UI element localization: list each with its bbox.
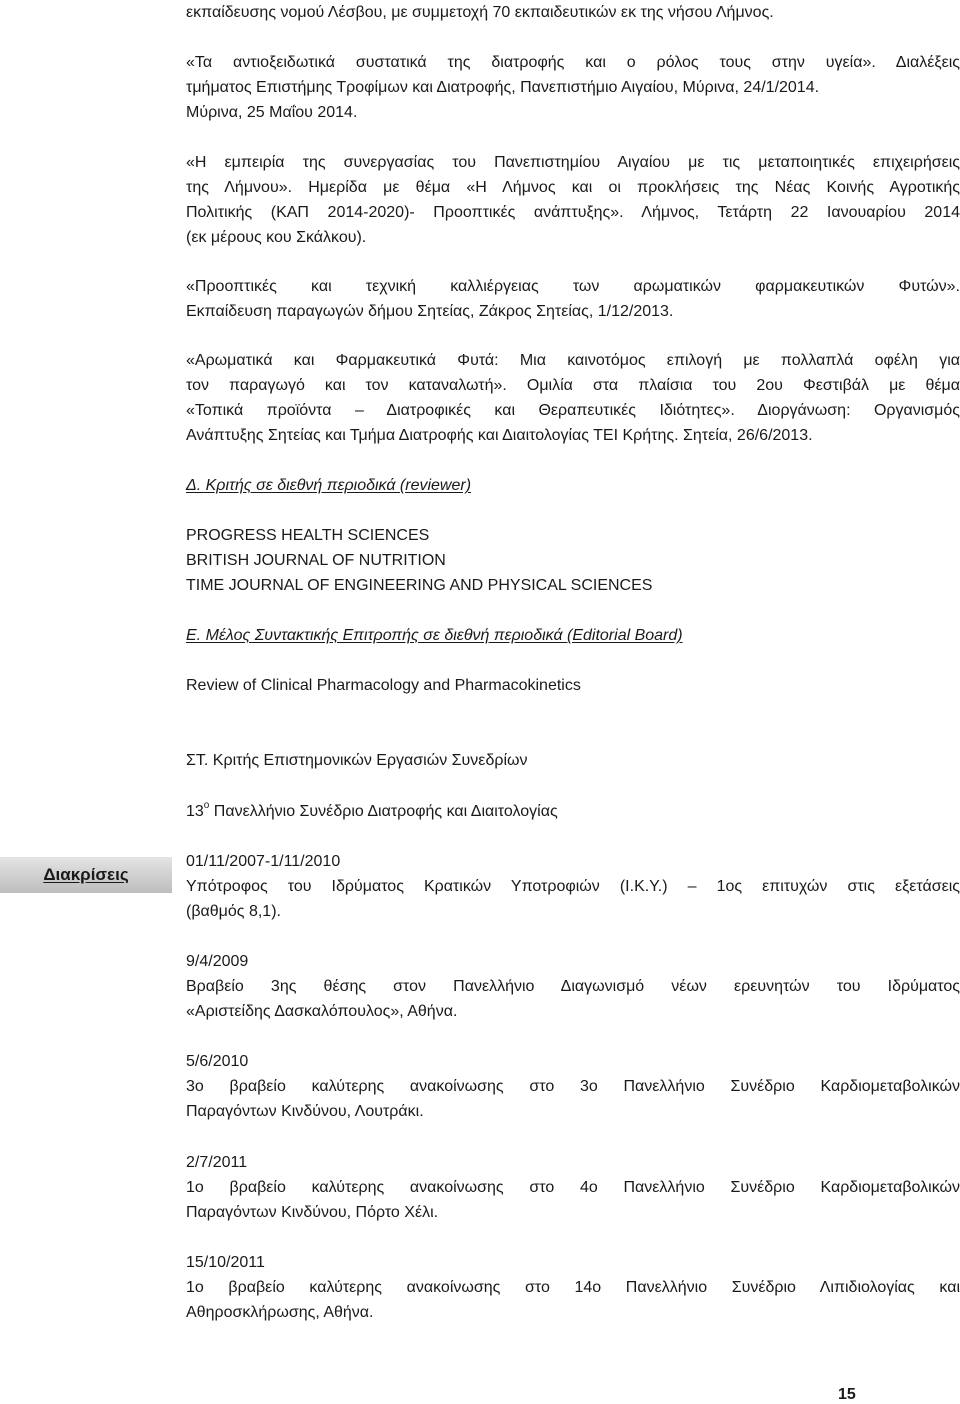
award-line: 1ο βραβείο καλύτερης ανακοίνωσης στο 14ο Πανελλήνιο Συνέδριο Λιπιδιολογίας και: [186, 1279, 960, 1296]
entry-line: «Η εμπειρία της συνεργασίας του Πανεπιστημίου Αιγαίου με τις μεταποιητικές επιχειρήσεις: [186, 154, 960, 171]
conference-number-superscript: ο: [203, 800, 210, 811]
award-line: (βαθμός 8,1).: [186, 903, 281, 920]
award-line: «Αριστείδης Δασκαλόπουλος», Αθήνα.: [186, 1003, 458, 1020]
conference-number: 13: [186, 803, 204, 820]
entry-line: Ανάπτυξης Σητείας και Τμήμα Διατροφής και Διαιτολογίας ΤΕΙ Κρήτης. Σητεία, 26/6/2013.: [186, 427, 813, 444]
entry-line: Πολιτικής (ΚΑΠ 2014-2020)- Προοπτικές ανάπτυξης». Λήμνος, Τετάρτη 22 Ιανουαρίου 2014: [186, 204, 960, 221]
award-line: Υπότροφος του Ιδρύματος Κρατικών Υποτροφιών (Ι.Κ.Υ.) – 1ος επιτυχών στις εξετάσεις: [186, 878, 960, 895]
entry-line: τον παραγωγό και τον καταναλωτή». Ομιλία στα πλαίσια του 2ου Φεστιβάλ με θέμα: [186, 377, 960, 394]
page-number: 15: [838, 1386, 856, 1403]
section-title-reviewer: Δ. Κριτής σε διεθνή περιοδικά (reviewer): [186, 477, 472, 494]
award-line: Παραγόντων Κινδύνου, Λουτράκι.: [186, 1103, 424, 1120]
entry-line: «Αρωματικά και Φαρμακευτικά Φυτά: Μια καινοτόμος επιλογή με πολλαπλά οφέλη για: [186, 352, 960, 369]
award-line: 3ο βραβείο καλύτερης ανακοίνωσης στο 3ο Πανελλήνιο Συνέδριο Καρδιομεταβολικών: [186, 1078, 960, 1095]
award-date: 15/10/2011: [186, 1254, 265, 1271]
continued-text-line: εκπαίδευσης νομού Λέσβου, με συμμετοχή 70 εκπαιδευτικών εκ της νήσου Λήμνος.: [186, 4, 774, 21]
award-line: Αθηροσκλήρωσης, Αθήνα.: [186, 1304, 374, 1321]
entry-line: «Προοπτικές και τεχνική καλλιέργειας των αρωματικών φαρμακευτικών Φυτών».: [186, 278, 960, 295]
award-date: 5/6/2010: [186, 1053, 249, 1070]
entry-line: (εκ μέρους κου Σκάλκου).: [186, 229, 367, 246]
entry-line: της Λήμνου». Ημερίδα με θέμα «Η Λήμνος και οι προκλήσεις της Νέας Κοινής Αγροτικής: [186, 179, 960, 196]
conference-item: [186, 799, 960, 827]
conference-name: Πανελλήνιο Συνέδριο Διατροφής και Διαιτολογίας: [209, 803, 558, 820]
entry-line: «Τα αντιοξειδωτικά συστατικά της διατροφής και ο ρόλος τους στην υγεία». Διαλέξεις: [186, 54, 960, 71]
journal-name: TIME JOURNAL OF ENGINEERING AND PHYSICAL SCIENCES: [186, 577, 653, 594]
awards-side-label: [0, 857, 172, 893]
journal-name: BRITISH JOURNAL OF NUTRITION: [186, 552, 446, 569]
award-date: 01/11/2007-1/11/2010: [186, 853, 341, 870]
journal-name: PROGRESS HEALTH SCIENCES: [186, 527, 430, 544]
award-line: 1ο βραβείο καλύτερης ανακοίνωσης στο 4ο Πανελλήνιο Συνέδριο Καρδιομεταβολικών: [186, 1179, 960, 1196]
award-date: 9/4/2009: [186, 953, 249, 970]
award-line: Παραγόντων Κινδύνου, Πόρτο Χέλι.: [186, 1204, 439, 1221]
awards-side-label-text: Διακρίσεις: [43, 865, 129, 884]
section-title-editorial: Ε. Μέλος Συντακτικής Επιτροπής σε διεθνή περιοδικά (Editorial Board): [186, 627, 683, 644]
section-title-conference-reviewer: ΣΤ. Κριτής Επιστημονικών Εργασιών Συνεδρίων: [186, 752, 528, 769]
award-line: Βραβείο 3ης θέσης στον Πανελλήνιο Διαγωνισμό νέων ερευνητών του Ιδρύματος: [186, 978, 960, 995]
award-date: 2/7/2011: [186, 1154, 248, 1171]
entry-line: Μύρινα, 25 Μαΐου 2014.: [186, 104, 358, 121]
entry-line: Εκπαίδευση παραγωγών δήμου Σητείας, Ζάκρος Σητείας, 1/12/2013.: [186, 303, 674, 320]
editorial-journal-name: Review of Clinical Pharmacology and Pharmacokinetics: [186, 677, 581, 694]
entry-line: «Τοπικά προϊόντα – Διατροφικές και Θεραπευτικές Ιδιότητες». Διοργάνωση: Οργανισμός: [186, 402, 960, 419]
entry-line: τμήματος Επιστήμης Τροφίμων και Διατροφής, Πανεπιστήμιο Αιγαίου, Μύρινα, 24/1/2014.: [186, 79, 820, 96]
